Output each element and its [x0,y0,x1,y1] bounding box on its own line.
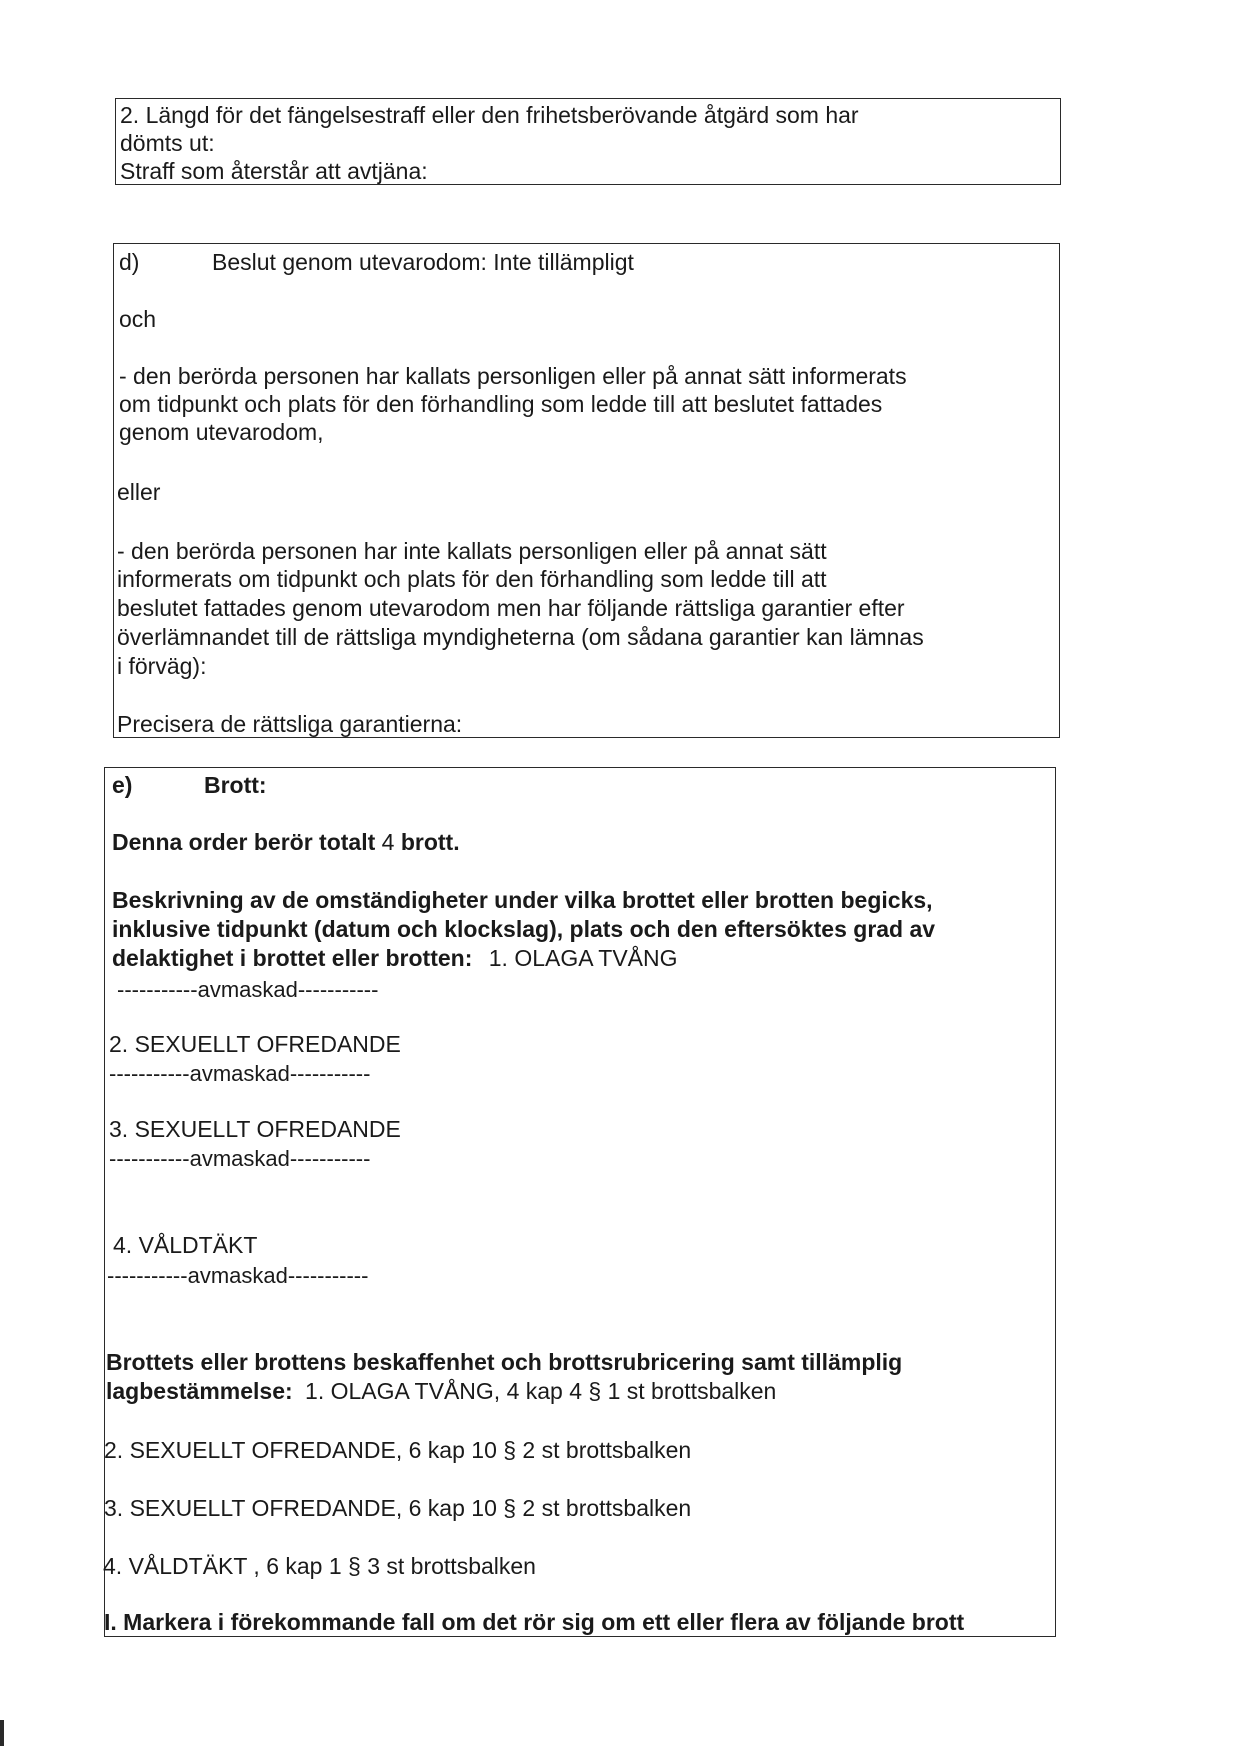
offence-total-suffix: brott. [400,829,460,855]
section-d-answer: Inte tillämpligt [493,249,634,275]
description-label-line2: inklusive tidpunkt (datum och klockslag), plats och den eftersöktes grad av [112,916,936,942]
option2-line4: överlämnandet till de rättsliga myndigheterna (om sådana garantier kan lämnas [117,624,924,650]
offence-total-count: 4 [381,829,395,855]
option1-line3: genom utevarodom, [119,419,324,445]
option1-line1: - den berörda personen har kallats personligen eller på annat sätt informerats [119,363,907,389]
scan-edge-mark [0,1720,4,1746]
nature-label-line1: Brottets eller brottens beskaffenhet och brottsrubricering samt tillämplig [106,1349,903,1375]
classification-1: 1. OLAGA TVÅNG, 4 kap 4 § 1 st brottsbalken [305,1378,777,1404]
section-e-heading: Brott: [204,772,267,798]
section-d-box [113,243,1060,738]
offence-2-title: 2. SEXUELLT OFREDANDE [109,1031,401,1057]
guarantees-label: Precisera de rättsliga garantierna: [117,711,463,737]
classification-2: 2. SEXUELLT OFREDANDE, 6 kap 10 § 2 st brottsbalken [104,1437,692,1463]
section-e-letter: e) [112,772,133,798]
section-d-letter: d) [119,249,140,275]
sentence-length-line2: dömts ut: [120,130,215,156]
classification-3: 3. SEXUELLT OFREDANDE, 6 kap 10 § 2 st brottsbalken [104,1495,692,1521]
section-d-heading-label: Beslut genom utevarodom: [212,249,487,275]
offence-2-redacted: -----------avmaskad----------- [109,1061,371,1086]
section-d-heading [212,248,634,277]
och-label: och [119,306,157,332]
offence-1-redacted: -----------avmaskad----------- [117,977,379,1002]
option2-line5: i förväg): [117,653,207,679]
option2-line3: beslutet fattades genom utevarodom men har följande rättsliga garantier efter [117,595,905,621]
offence-3-title: 3. SEXUELLT OFREDANDE [109,1116,401,1142]
classification-4: 4. VÅLDTÄKT , 6 kap 1 § 3 st brottsbalken [103,1553,536,1579]
offence-1-title: 1. OLAGA TVÅNG [488,945,678,971]
offence-total [112,828,460,857]
option2-line1: - den berörda personen har inte kallats personligen eller på annat sätt [117,538,827,564]
option2-line2: informerats om tidpunkt och plats för den förhandling som ledde till att [117,566,827,592]
offence-4-title: 4. VÅLDTÄKT [113,1232,258,1258]
offence-total-prefix: Denna order berör totalt [112,829,376,855]
offence-3-redacted: -----------avmaskad----------- [109,1146,371,1171]
description-label-line1: Beskrivning av de omständigheter under vilka brottet eller brotten begicks, [112,887,933,913]
eller-label: eller [117,479,161,505]
nature-label-line2 [106,1377,776,1406]
section-i-label: I. Markera i förekommande fall om det rör sig om ett eller flera av följande brott [104,1609,965,1635]
offence-4-redacted: -----------avmaskad----------- [107,1263,369,1288]
remaining-sentence-label: Straff som återstår att avtjäna: [120,158,428,184]
option1-line2: om tidpunkt och plats för den förhandling som ledde till att beslutet fattades [119,391,883,417]
description-label-line3 [112,944,678,973]
sentence-length-line1: 2. Längd för det fängelsestraff eller den frihetsberövande åtgärd som har [120,102,859,128]
nature-label-end: lagbestämmelse: [106,1378,293,1404]
description-label-end: delaktighet i brottet eller brotten: [112,945,473,971]
